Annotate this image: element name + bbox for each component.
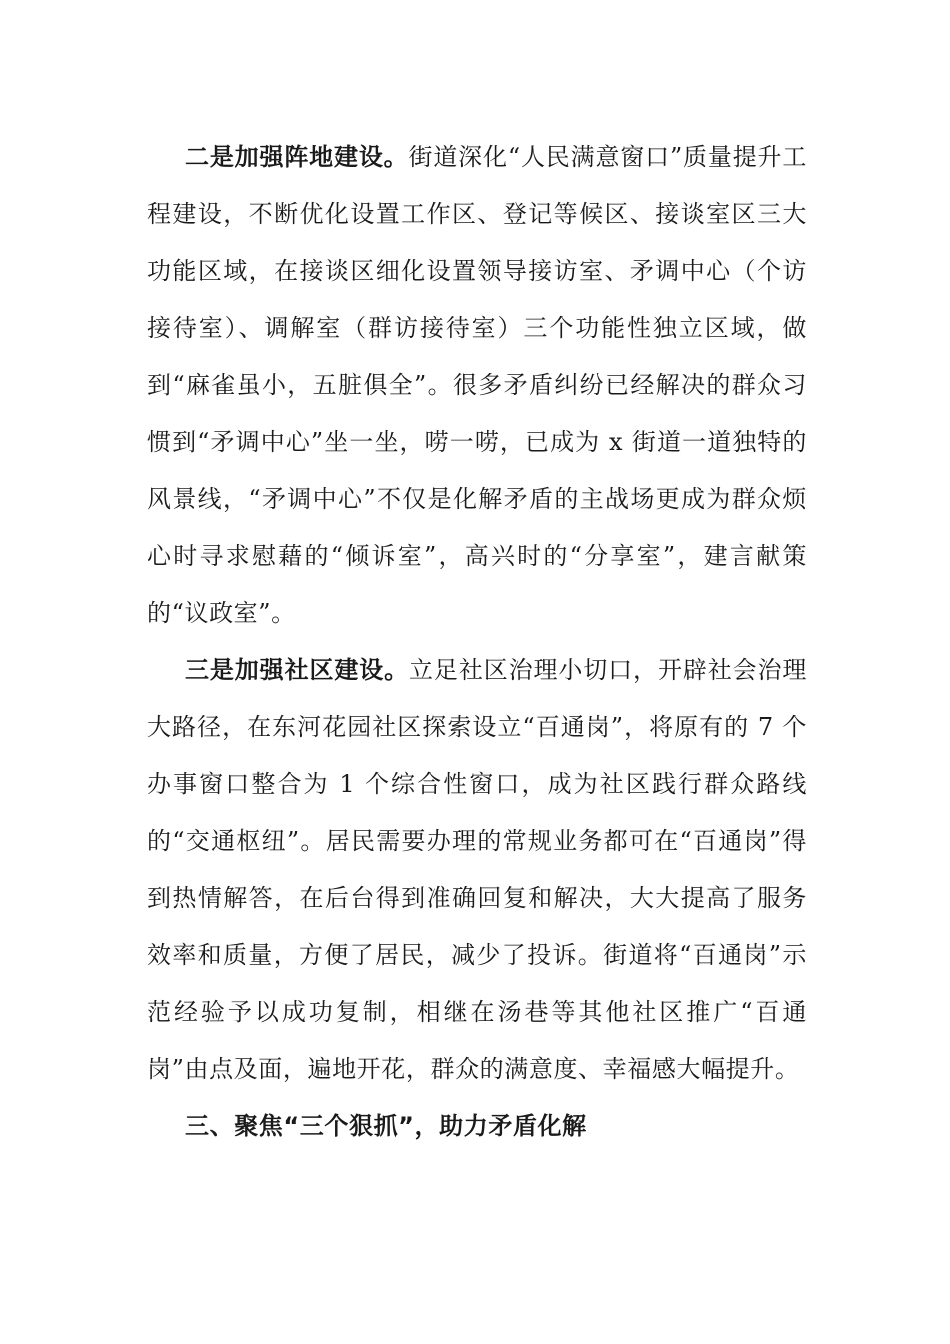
document-body <box>147 129 807 1155</box>
paragraph-body-community-building: 立足社区治理小切口，开辟社会治理大路径，在东河花园社区探索设立“百通岗”，将原有的 7 个办事窗口整合为 1 个综合性窗口，成为社区践行群众路线的“交通枢纽”。居民需要办理的常规业务都可在“百通岗”得到热情解答，在后台得到准确回复和解决，大大提高了服务效率和质量，方便了居民，减少了投诉。街道将“百通岗”示范经验予以成功复制，相继在汤巷等其他社区推广“百通岗”由点及面，遍地开花，群众的满意度、幸福感大幅提升。 <box>147 656 807 1083</box>
section-heading: 三、聚焦“三个狠抓”，助力矛盾化解 <box>185 1112 587 1140</box>
paragraph-lead-position-building: 二是加强阵地建设。 <box>185 143 409 171</box>
paragraph-community-building <box>147 642 807 1098</box>
paragraph-lead-community-building: 三是加强社区建设。 <box>185 656 410 684</box>
paragraph-position-building <box>147 129 807 642</box>
paragraph-body-position-building: 街道深化“人民满意窗口”质量提升工程建设，不断优化设置工作区、登记等候区、接谈室区三大功能区域，在接谈区细化设置领导接访室、矛调中心（个访接待室）、调解室（群访接待室）三个功能性独立区域，做到“麻雀虽小，五脏俱全”。很多矛盾纠纷已经解决的群众习惯到“矛调中心”坐一坐，唠一唠，已成为 x 街道一道独特的风景线，“矛调中心”不仅是化解矛盾的主战场更成为群众烦心时寻求慰藉的“倾诉室”，高兴时的“分享室”，建言献策的“议政室”。 <box>147 143 807 627</box>
